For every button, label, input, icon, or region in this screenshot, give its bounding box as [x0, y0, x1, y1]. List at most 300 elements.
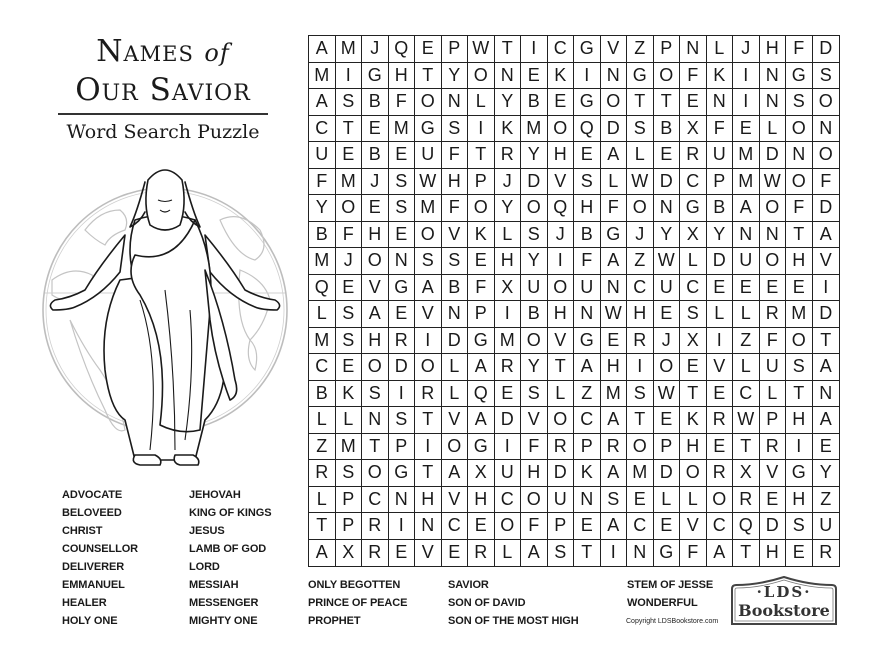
grid-cell[interactable]: R [389, 328, 416, 355]
grid-cell[interactable]: H [495, 248, 522, 275]
grid-cell[interactable]: D [760, 142, 787, 169]
grid-cell[interactable]: S [389, 169, 416, 196]
grid-cell[interactable]: P [574, 434, 601, 461]
grid-cell[interactable]: N [654, 195, 681, 222]
grid-cell[interactable]: H [760, 540, 787, 567]
grid-cell[interactable]: K [468, 222, 495, 249]
grid-cell[interactable]: Z [309, 434, 336, 461]
grid-cell[interactable]: O [521, 328, 548, 355]
grid-cell[interactable]: O [442, 434, 469, 461]
grid-cell[interactable]: X [680, 328, 707, 355]
grid-cell[interactable]: Z [627, 248, 654, 275]
grid-cell[interactable]: Y [521, 354, 548, 381]
grid-cell[interactable]: R [309, 460, 336, 487]
grid-cell[interactable]: G [627, 63, 654, 90]
grid-cell[interactable]: L [680, 487, 707, 514]
grid-cell[interactable]: D [601, 116, 628, 143]
grid-cell[interactable]: P [654, 36, 681, 63]
grid-cell[interactable]: Q [574, 116, 601, 143]
grid-cell[interactable]: O [786, 169, 813, 196]
grid-cell[interactable]: P [548, 513, 575, 540]
grid-cell[interactable]: N [760, 89, 787, 116]
grid-cell[interactable]: W [654, 248, 681, 275]
grid-cell[interactable]: O [362, 248, 389, 275]
grid-cell[interactable]: A [601, 248, 628, 275]
grid-cell[interactable]: H [521, 460, 548, 487]
grid-cell[interactable]: D [389, 354, 416, 381]
grid-cell[interactable]: E [654, 301, 681, 328]
grid-cell[interactable]: T [574, 540, 601, 567]
grid-cell[interactable]: C [627, 275, 654, 302]
grid-cell[interactable]: K [336, 381, 363, 408]
grid-cell[interactable]: O [601, 89, 628, 116]
grid-cell[interactable]: L [733, 301, 760, 328]
grid-cell[interactable]: J [362, 36, 389, 63]
grid-cell[interactable]: K [680, 407, 707, 434]
grid-cell[interactable]: Q [309, 275, 336, 302]
grid-cell[interactable]: H [601, 354, 628, 381]
grid-cell[interactable]: U [548, 487, 575, 514]
grid-cell[interactable]: B [521, 301, 548, 328]
grid-cell[interactable]: Q [468, 381, 495, 408]
grid-cell[interactable]: D [442, 328, 469, 355]
grid-cell[interactable]: H [786, 407, 813, 434]
grid-cell[interactable]: O [336, 195, 363, 222]
grid-cell[interactable]: E [415, 36, 442, 63]
grid-cell[interactable]: L [733, 354, 760, 381]
grid-cell[interactable]: O [627, 434, 654, 461]
grid-cell[interactable]: Y [813, 460, 840, 487]
grid-cell[interactable]: I [415, 328, 442, 355]
grid-cell[interactable]: P [389, 434, 416, 461]
grid-cell[interactable]: Q [548, 195, 575, 222]
grid-cell[interactable]: F [680, 63, 707, 90]
grid-cell[interactable]: R [362, 513, 389, 540]
grid-cell[interactable]: A [574, 354, 601, 381]
grid-cell[interactable]: D [495, 407, 522, 434]
grid-cell[interactable]: V [362, 275, 389, 302]
grid-cell[interactable]: A [813, 354, 840, 381]
grid-cell[interactable]: L [601, 169, 628, 196]
grid-cell[interactable]: O [707, 487, 734, 514]
grid-cell[interactable]: N [786, 142, 813, 169]
grid-cell[interactable]: J [495, 169, 522, 196]
grid-cell[interactable]: O [680, 460, 707, 487]
grid-cell[interactable]: S [336, 460, 363, 487]
grid-cell[interactable]: H [680, 434, 707, 461]
grid-cell[interactable]: N [389, 487, 416, 514]
grid-cell[interactable]: G [574, 36, 601, 63]
grid-cell[interactable]: F [786, 36, 813, 63]
grid-cell[interactable]: M [336, 36, 363, 63]
grid-cell[interactable]: G [389, 275, 416, 302]
grid-cell[interactable]: H [627, 301, 654, 328]
word-search-grid[interactable] [308, 35, 840, 567]
grid-cell[interactable]: E [336, 275, 363, 302]
grid-cell[interactable]: E [707, 434, 734, 461]
grid-cell[interactable]: S [786, 513, 813, 540]
grid-cell[interactable]: O [415, 354, 442, 381]
grid-cell[interactable]: T [733, 540, 760, 567]
grid-cell[interactable]: T [786, 222, 813, 249]
grid-cell[interactable]: F [601, 195, 628, 222]
grid-cell[interactable]: F [521, 434, 548, 461]
grid-cell[interactable]: O [415, 89, 442, 116]
grid-cell[interactable]: G [468, 434, 495, 461]
grid-cell[interactable]: E [601, 328, 628, 355]
grid-cell[interactable]: E [707, 275, 734, 302]
grid-cell[interactable]: X [680, 116, 707, 143]
grid-cell[interactable]: A [468, 407, 495, 434]
grid-cell[interactable]: O [627, 195, 654, 222]
grid-cell[interactable]: J [627, 222, 654, 249]
grid-cell[interactable]: J [362, 169, 389, 196]
grid-cell[interactable]: C [309, 354, 336, 381]
grid-cell[interactable]: S [548, 540, 575, 567]
grid-cell[interactable]: C [309, 116, 336, 143]
grid-cell[interactable]: A [813, 222, 840, 249]
grid-cell[interactable]: R [819, 542, 833, 563]
grid-cell[interactable]: H [786, 487, 813, 514]
grid-cell[interactable]: U [495, 460, 522, 487]
grid-cell[interactable]: A [362, 301, 389, 328]
grid-cell[interactable]: F [574, 248, 601, 275]
grid-cell[interactable]: R [468, 540, 495, 567]
grid-cell[interactable]: G [468, 328, 495, 355]
grid-cell[interactable]: B [309, 381, 336, 408]
grid-cell[interactable]: H [442, 169, 469, 196]
grid-cell[interactable]: T [415, 407, 442, 434]
grid-cell[interactable]: E [760, 487, 787, 514]
grid-cell[interactable]: N [601, 63, 628, 90]
grid-cell[interactable]: M [309, 248, 336, 275]
grid-cell[interactable]: T [548, 354, 575, 381]
grid-cell[interactable]: O [415, 222, 442, 249]
grid-cell[interactable]: B [362, 142, 389, 169]
grid-cell[interactable]: M [495, 328, 522, 355]
grid-cell[interactable]: P [654, 434, 681, 461]
grid-cell[interactable]: E [654, 407, 681, 434]
grid-cell[interactable]: P [760, 407, 787, 434]
grid-cell[interactable]: X [680, 222, 707, 249]
grid-cell[interactable]: O [548, 116, 575, 143]
grid-cell[interactable]: R [495, 142, 522, 169]
grid-cell[interactable]: A [309, 540, 336, 567]
grid-cell[interactable]: I [468, 116, 495, 143]
grid-cell[interactable]: T [495, 36, 522, 63]
grid-cell[interactable]: C [548, 36, 575, 63]
grid-cell[interactable]: E [336, 354, 363, 381]
grid-cell[interactable]: V [760, 460, 787, 487]
grid-cell[interactable]: F [680, 540, 707, 567]
grid-cell[interactable]: O [495, 513, 522, 540]
grid-cell[interactable]: J [336, 248, 363, 275]
grid-cell[interactable]: M [309, 328, 336, 355]
grid-cell[interactable]: N [627, 540, 654, 567]
grid-cell[interactable]: V [521, 407, 548, 434]
grid-cell[interactable]: L [495, 540, 522, 567]
grid-cell[interactable]: D [548, 460, 575, 487]
grid-cell[interactable]: A [309, 36, 336, 63]
grid-cell[interactable]: C [442, 513, 469, 540]
grid-cell[interactable]: O [521, 195, 548, 222]
grid-cell[interactable]: M [733, 142, 760, 169]
grid-cell[interactable]: K [495, 116, 522, 143]
grid-cell[interactable]: H [574, 195, 601, 222]
grid-cell[interactable]: R [760, 434, 787, 461]
grid-cell[interactable]: E [680, 89, 707, 116]
grid-cell[interactable]: L [627, 142, 654, 169]
grid-cell[interactable]: O [521, 487, 548, 514]
grid-cell[interactable]: G [654, 540, 681, 567]
grid-cell[interactable]: U [760, 354, 787, 381]
grid-cell[interactable]: S [336, 89, 363, 116]
grid-cell[interactable]: R [627, 328, 654, 355]
grid-cell[interactable]: T [336, 116, 363, 143]
grid-cell[interactable]: J [654, 328, 681, 355]
grid-cell[interactable]: A [468, 354, 495, 381]
grid-cell[interactable]: L [707, 301, 734, 328]
grid-cell[interactable]: S [786, 354, 813, 381]
grid-cell[interactable]: H [415, 487, 442, 514]
grid-cell[interactable]: K [707, 63, 734, 90]
grid-cell[interactable]: V [548, 328, 575, 355]
grid-cell[interactable]: F [707, 116, 734, 143]
grid-cell[interactable]: N [389, 248, 416, 275]
grid-cell[interactable]: R [707, 460, 734, 487]
grid-cell[interactable]: R [680, 142, 707, 169]
grid-cell[interactable]: W [415, 169, 442, 196]
grid-cell[interactable]: C [495, 487, 522, 514]
grid-cell[interactable]: O [786, 328, 813, 355]
grid-cell[interactable]: E [468, 513, 495, 540]
grid-cell[interactable]: N [362, 407, 389, 434]
grid-cell[interactable]: V [415, 540, 442, 567]
grid-cell[interactable]: L [336, 407, 363, 434]
grid-cell[interactable]: W [468, 36, 495, 63]
grid-cell[interactable]: S [813, 63, 840, 90]
grid-cell[interactable]: S [389, 195, 416, 222]
grid-cell[interactable]: J [733, 36, 760, 63]
grid-cell[interactable]: H [468, 487, 495, 514]
grid-cell[interactable]: V [680, 513, 707, 540]
grid-cell[interactable]: N [707, 89, 734, 116]
grid-cell[interactable]: G [389, 460, 416, 487]
grid-cell[interactable]: P [468, 169, 495, 196]
grid-cell[interactable]: I [786, 434, 813, 461]
grid-cell[interactable]: F [442, 195, 469, 222]
grid-cell[interactable]: N [733, 222, 760, 249]
grid-cell[interactable]: T [786, 381, 813, 408]
grid-cell[interactable]: H [548, 142, 575, 169]
grid-cell[interactable]: O [760, 248, 787, 275]
grid-cell[interactable]: Y [707, 222, 734, 249]
grid-cell[interactable]: E [733, 116, 760, 143]
grid-cell[interactable]: S [442, 116, 469, 143]
grid-cell[interactable]: E [627, 487, 654, 514]
grid-cell[interactable]: S [627, 116, 654, 143]
grid-cell[interactable]: J [548, 222, 575, 249]
grid-cell[interactable]: N [760, 63, 787, 90]
grid-cell[interactable]: L [548, 381, 575, 408]
grid-cell[interactable]: I [813, 275, 840, 302]
grid-cell[interactable]: D [813, 301, 840, 328]
grid-cell[interactable]: L [442, 381, 469, 408]
grid-cell[interactable]: E [654, 142, 681, 169]
grid-cell[interactable]: L [309, 487, 336, 514]
grid-cell[interactable]: H [760, 36, 787, 63]
grid-cell[interactable]: F [468, 275, 495, 302]
grid-cell[interactable]: E [495, 381, 522, 408]
grid-cell[interactable]: E [389, 222, 416, 249]
grid-cell[interactable]: V [442, 222, 469, 249]
grid-cell[interactable]: O [468, 195, 495, 222]
grid-cell[interactable]: I [627, 354, 654, 381]
grid-cell[interactable]: Y [442, 63, 469, 90]
grid-cell[interactable]: T [468, 142, 495, 169]
grid-cell[interactable]: H [389, 63, 416, 90]
grid-cell[interactable]: A [601, 460, 628, 487]
grid-cell[interactable]: C [680, 169, 707, 196]
grid-cell[interactable]: T [415, 63, 442, 90]
grid-cell[interactable]: T [415, 460, 442, 487]
grid-cell[interactable]: Y [309, 195, 336, 222]
grid-cell[interactable]: M [415, 195, 442, 222]
grid-cell[interactable]: I [521, 36, 548, 63]
grid-cell[interactable]: V [415, 301, 442, 328]
grid-cell[interactable]: M [601, 381, 628, 408]
grid-cell[interactable]: T [627, 89, 654, 116]
grid-cell[interactable]: B [654, 116, 681, 143]
grid-cell[interactable]: X [468, 460, 495, 487]
grid-cell[interactable]: S [521, 381, 548, 408]
grid-cell[interactable]: T [733, 434, 760, 461]
grid-cell[interactable]: U [654, 275, 681, 302]
grid-cell[interactable]: O [813, 142, 840, 169]
grid-cell[interactable]: E [707, 381, 734, 408]
grid-cell[interactable]: N [442, 301, 469, 328]
grid-cell[interactable]: X [733, 460, 760, 487]
grid-cell[interactable]: F [336, 222, 363, 249]
grid-cell[interactable]: V [442, 407, 469, 434]
grid-cell[interactable]: E [442, 540, 469, 567]
grid-cell[interactable]: A [601, 142, 628, 169]
grid-cell[interactable]: N [813, 116, 840, 143]
grid-cell[interactable]: U [415, 142, 442, 169]
grid-cell[interactable]: Z [813, 487, 840, 514]
grid-cell[interactable]: E [574, 513, 601, 540]
grid-cell[interactable]: L [468, 89, 495, 116]
grid-cell[interactable]: E [336, 142, 363, 169]
grid-cell[interactable]: I [415, 434, 442, 461]
grid-cell[interactable]: E [786, 540, 813, 567]
grid-cell[interactable]: N [760, 222, 787, 249]
grid-cell[interactable]: L [760, 381, 787, 408]
grid-cell[interactable]: N [680, 36, 707, 63]
grid-cell[interactable]: V [548, 169, 575, 196]
grid-cell[interactable]: X [495, 275, 522, 302]
grid-cell[interactable]: M [521, 116, 548, 143]
grid-cell[interactable]: S [786, 89, 813, 116]
grid-cell[interactable]: S [389, 407, 416, 434]
grid-cell[interactable]: A [309, 89, 336, 116]
grid-cell[interactable]: G [574, 328, 601, 355]
grid-cell[interactable]: L [680, 248, 707, 275]
grid-cell[interactable]: U [574, 275, 601, 302]
grid-cell[interactable]: P [336, 513, 363, 540]
grid-cell[interactable]: Y [495, 195, 522, 222]
grid-cell[interactable]: I [495, 301, 522, 328]
grid-cell[interactable]: A [601, 407, 628, 434]
grid-cell[interactable]: I [389, 513, 416, 540]
grid-cell[interactable]: S [415, 248, 442, 275]
grid-cell[interactable]: S [442, 248, 469, 275]
grid-cell[interactable]: I [574, 63, 601, 90]
grid-cell[interactable]: Y [654, 222, 681, 249]
grid-cell[interactable]: F [813, 169, 840, 196]
grid-cell[interactable]: U [521, 275, 548, 302]
grid-cell[interactable]: S [362, 381, 389, 408]
grid-cell[interactable]: O [548, 275, 575, 302]
grid-cell[interactable]: T [654, 89, 681, 116]
grid-cell[interactable]: Y [521, 142, 548, 169]
grid-cell[interactable]: O [786, 116, 813, 143]
grid-cell[interactable]: L [309, 407, 336, 434]
grid-cell[interactable]: M [786, 301, 813, 328]
grid-cell[interactable]: H [362, 328, 389, 355]
grid-cell[interactable]: I [707, 328, 734, 355]
grid-cell[interactable]: C [707, 513, 734, 540]
grid-cell[interactable]: F [309, 169, 336, 196]
grid-cell[interactable]: N [574, 487, 601, 514]
grid-cell[interactable]: L [442, 354, 469, 381]
grid-cell[interactable]: R [601, 434, 628, 461]
grid-cell[interactable]: I [601, 540, 628, 567]
grid-cell[interactable]: I [336, 63, 363, 90]
grid-cell[interactable]: O [468, 63, 495, 90]
grid-cell[interactable]: F [786, 195, 813, 222]
grid-cell[interactable]: W [654, 381, 681, 408]
grid-cell[interactable]: N [415, 513, 442, 540]
grid-cell[interactable]: M [627, 460, 654, 487]
grid-cell[interactable]: C [362, 487, 389, 514]
grid-cell[interactable]: B [574, 222, 601, 249]
grid-cell[interactable]: V [707, 354, 734, 381]
grid-cell[interactable]: Z [574, 381, 601, 408]
grid-cell[interactable]: R [495, 354, 522, 381]
grid-cell[interactable]: S [336, 328, 363, 355]
grid-cell[interactable]: A [442, 460, 469, 487]
grid-cell[interactable]: R [362, 540, 389, 567]
grid-cell[interactable]: O [760, 195, 787, 222]
grid-cell[interactable]: R [548, 434, 575, 461]
grid-cell[interactable]: E [813, 434, 840, 461]
grid-cell[interactable]: V [813, 248, 840, 275]
grid-cell[interactable]: D [760, 513, 787, 540]
grid-cell[interactable]: C [627, 513, 654, 540]
grid-cell[interactable]: W [760, 169, 787, 196]
grid-cell[interactable]: W [627, 169, 654, 196]
grid-cell[interactable]: R [415, 381, 442, 408]
grid-cell[interactable]: E [654, 513, 681, 540]
grid-cell[interactable]: L [760, 116, 787, 143]
grid-cell[interactable]: G [574, 89, 601, 116]
grid-cell[interactable]: T [813, 328, 840, 355]
grid-cell[interactable]: Q [389, 36, 416, 63]
grid-cell[interactable]: H [548, 301, 575, 328]
grid-cell[interactable]: E [733, 275, 760, 302]
grid-cell[interactable]: G [415, 116, 442, 143]
